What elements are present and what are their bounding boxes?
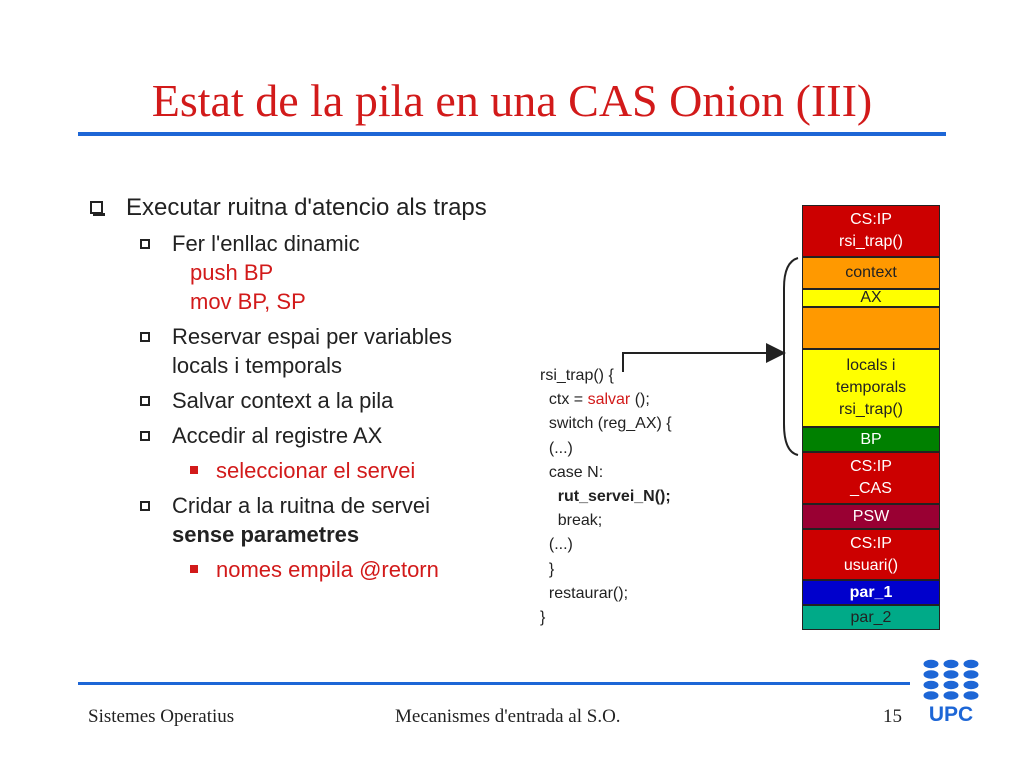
- code-text: ctx =: [540, 391, 588, 409]
- stack-cell: [802, 605, 940, 630]
- stack-cell: [802, 580, 940, 605]
- logo-dot: [944, 691, 959, 699]
- logo-dot: [924, 681, 939, 689]
- code-line: rut_servei_N();: [540, 488, 671, 506]
- upc-logo: [922, 658, 980, 724]
- footer-page-number: 15: [883, 706, 902, 727]
- code-line: (...): [540, 439, 573, 457]
- stack-cell-label: rsi_trap(): [838, 233, 903, 250]
- bullet-text: Reservar espai per variables locals i temporals: [172, 324, 453, 378]
- stack-cell-label: CS:IP: [850, 458, 892, 475]
- bullet-text: Fer l'enllac dinamic: [172, 231, 360, 256]
- footer-rule: [78, 682, 910, 685]
- code-line: push BP: [190, 260, 274, 285]
- stack-cell-label: PSW: [852, 507, 890, 525]
- stack-cell: [802, 529, 940, 580]
- stack-cell-label: CS:IP: [850, 534, 892, 552]
- code-line: break;: [540, 512, 603, 530]
- stack-cell-label: par_1: [849, 583, 893, 601]
- brace-icon: [784, 258, 798, 455]
- logo-dot: [924, 691, 939, 699]
- stack-cell: [802, 427, 940, 452]
- code-line: }: [540, 560, 555, 578]
- bullet-text: Accedir al registre AX: [172, 423, 383, 448]
- bullet-text: nomes empila @retorn: [216, 557, 439, 582]
- logo-dot: [964, 670, 979, 678]
- code-line: }: [540, 609, 546, 627]
- stack-cell-label: AX: [860, 289, 882, 306]
- bullet-text: Executar ruitna d'atencio als traps: [126, 194, 487, 221]
- logo-dot: [964, 681, 979, 689]
- bullet-bold-text: sense parametres: [172, 522, 360, 547]
- code-keyword: salvar: [587, 391, 631, 409]
- code-line: switch (reg_AX) {: [540, 415, 672, 433]
- code-line: case N:: [540, 463, 604, 481]
- stack-cell: [802, 349, 940, 427]
- stack-cell-label: par_2: [850, 608, 892, 626]
- footer-course: Sistemes Operatius: [88, 706, 235, 727]
- upc-logo-text: UPC: [928, 703, 974, 724]
- stack-cell-label: usuari(): [843, 556, 899, 574]
- logo-dot: [924, 670, 939, 678]
- stack-cell-label: locals i: [846, 357, 896, 374]
- code-line: (...): [540, 536, 573, 554]
- logo-dot: [944, 670, 959, 678]
- stack-cell: [802, 504, 940, 529]
- code-line: restaurar();: [540, 584, 629, 602]
- stack-cell: [802, 307, 940, 349]
- stack-cell-label: CS:IP: [850, 211, 892, 228]
- stack-cell-label: _CAS: [850, 480, 892, 497]
- stack-cell-label: temporals: [835, 379, 907, 396]
- bullet-text: Salvar context a la pila: [172, 388, 394, 413]
- logo-dot: [964, 691, 979, 699]
- logo-dot: [944, 681, 959, 689]
- logo-dot: [944, 660, 959, 668]
- code-line: mov BP, SP: [190, 289, 306, 314]
- stack-cell-label: context: [845, 264, 897, 281]
- stack-cell: [802, 205, 940, 257]
- stack-diagram: [802, 205, 940, 630]
- stack-cell: [802, 289, 940, 307]
- logo-dot: [964, 660, 979, 668]
- footer-topic: Mecanismes d'entrada al S.O.: [395, 706, 621, 727]
- logo-dot: [924, 660, 939, 668]
- code-line: rsi_trap() {: [540, 367, 614, 384]
- stack-cell: [802, 257, 940, 289]
- stack-cell: [802, 452, 940, 504]
- stack-cell-label: BP: [860, 430, 882, 448]
- bullet-text: Cridar a la ruitna de servei: [172, 493, 431, 518]
- arrow-line: [623, 353, 782, 372]
- stack-cell-label: rsi_trap(): [838, 401, 903, 418]
- slide-title: Estat de la pila en una CAS Onion (III): [151, 75, 873, 126]
- code-text: ();: [630, 391, 650, 409]
- bullet-text: seleccionar el servei: [216, 458, 416, 483]
